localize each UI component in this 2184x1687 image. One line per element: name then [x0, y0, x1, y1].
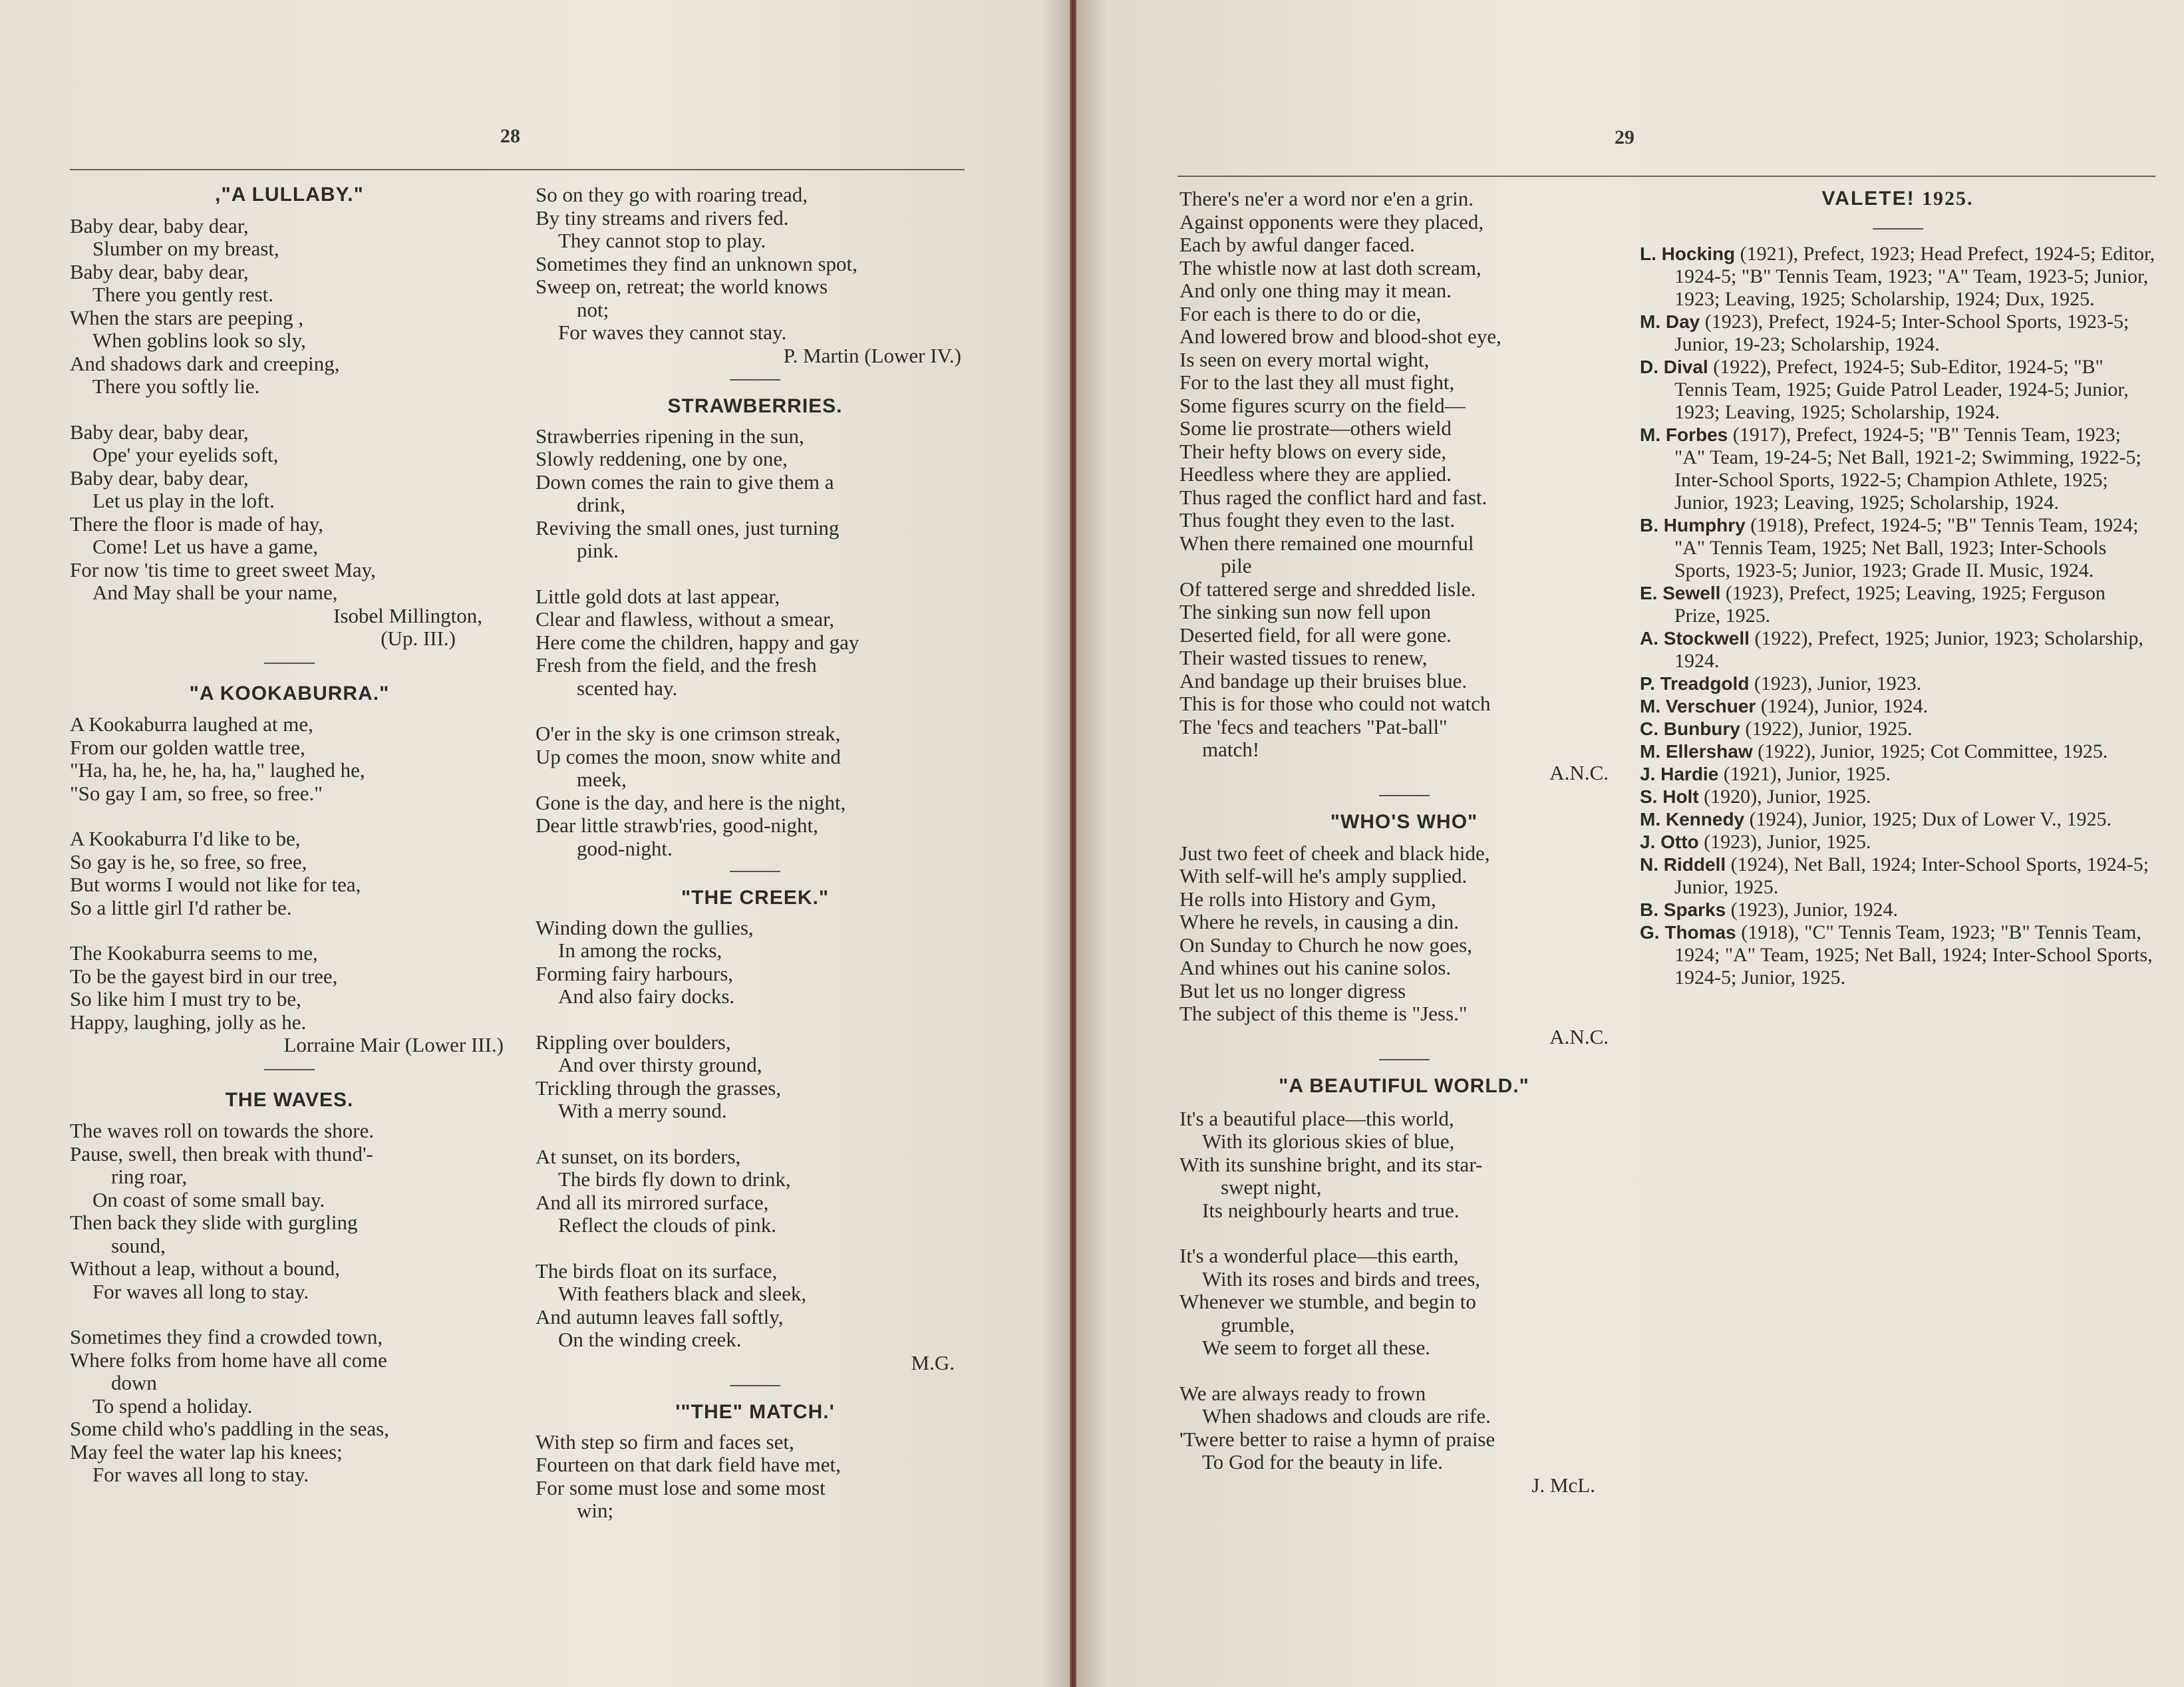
- verse-line: On coast of some small bay.: [92, 1187, 325, 1211]
- poem-author-form: (Up. III.): [381, 627, 456, 650]
- verse-line: With a merry sound.: [558, 1099, 727, 1122]
- student-name: M. Day: [1640, 311, 1700, 332]
- valete-entry: [1640, 899, 2155, 921]
- valete-entry: [1640, 582, 2155, 627]
- stanza-break: [536, 563, 975, 585]
- student-record: (1924), Junior, 1924.: [1756, 694, 1929, 717]
- verse-line: The subject of this theme is "Jess.": [1179, 1002, 1468, 1025]
- verse-line: For waves they cannot stay.: [558, 321, 787, 344]
- student-name: M. Verschuer: [1640, 695, 1756, 716]
- verse-line: There you gently rest.: [92, 283, 274, 306]
- verse-line: With feathers black and sleek,: [558, 1282, 807, 1305]
- verse-line: For to the last they all must fight,: [1179, 371, 1455, 394]
- left-column-1: [70, 184, 509, 1487]
- poem-body-strawberries: [536, 425, 975, 861]
- verse-line: With its glorious skies of blue,: [1202, 1130, 1455, 1153]
- verse-line: So a little girl I'd rather be.: [70, 895, 292, 919]
- student-name: L. Hocking: [1640, 243, 1736, 264]
- student-record: (1922), Junior, 1925; Cot Committee, 1925.: [1752, 740, 2108, 762]
- poem-body-waves-continued: [536, 184, 975, 345]
- verse-line: Their wasted tissues to renew,: [1179, 646, 1428, 669]
- valete-entry: [1640, 311, 2155, 356]
- poem-author: A.N.C.: [1549, 1024, 1609, 1048]
- verse-line: Some figures scurry on the field—: [1179, 393, 1466, 417]
- verse-line: When shadows and clouds are rife.: [1202, 1404, 1491, 1428]
- verse-line: Little gold dots at last appear,: [536, 584, 780, 608]
- verse-line: On the winding creek.: [558, 1328, 742, 1351]
- verse-line: pile: [1221, 554, 1252, 577]
- verse-line: Then back they slide with gurgling: [70, 1211, 358, 1234]
- poem-body-lullaby: [70, 215, 509, 605]
- verse-line: To be the gayest bird in our tree,: [70, 964, 338, 988]
- verse-line: Gone is the day, and here is the night,: [536, 790, 846, 814]
- binding-gutter: [1070, 0, 1076, 1687]
- verse-line: From our golden wattle tree,: [70, 735, 305, 759]
- valete-entry: [1640, 831, 2155, 853]
- verse-line: So on they go with roaring tread,: [536, 183, 808, 206]
- verse-line: To God for the beauty in life.: [1202, 1450, 1443, 1473]
- student-record: (1920), Junior, 1925.: [1698, 785, 1871, 808]
- verse-line: This is for those who could not watch: [1179, 692, 1491, 715]
- verse-line: It's a wonderful place—this earth,: [1179, 1244, 1459, 1267]
- verse-line: To spend a holiday.: [92, 1394, 253, 1418]
- verse-line: "So gay I am, so free, so free.": [70, 781, 323, 805]
- verse-line: Their hefty blows on every side,: [1179, 439, 1447, 463]
- verse-line: And May shall be your name,: [92, 581, 338, 604]
- student-name: C. Bunbury: [1640, 718, 1740, 739]
- verse-line: Where he revels, in causing a din.: [1179, 910, 1460, 933]
- poem-author: P. Martin (Lower IV.): [783, 343, 961, 367]
- poem-author: Lorraine Mair (Lower III.): [283, 1033, 504, 1056]
- verse-line: The sinking sun now fell upon: [1179, 600, 1431, 623]
- valete-entry: [1640, 853, 2155, 899]
- student-name: J. Hardie: [1640, 763, 1719, 784]
- stanza-break: [536, 1237, 975, 1260]
- verse-line: And all its mirrored surface,: [536, 1190, 769, 1214]
- student-name: J. Otto: [1640, 831, 1699, 852]
- verse-line: So like him I must try to be,: [70, 987, 301, 1010]
- verse-line: And bandage up their bruises blue.: [1179, 669, 1468, 692]
- verse-line: meek,: [577, 768, 627, 791]
- valete-entry: [1640, 673, 2155, 695]
- verse-line: At sunset, on its borders,: [536, 1144, 741, 1168]
- verse-line: He rolls into History and Gym,: [1179, 887, 1436, 911]
- verse-line: scented hay.: [577, 676, 678, 700]
- verse-line: And whines out his canine solos.: [1179, 956, 1452, 979]
- stanza-break: [536, 1008, 975, 1031]
- student-name: B. Sparks: [1640, 899, 1726, 920]
- verse-line: match!: [1202, 738, 1260, 761]
- verse-line: A Kookaburra laughed at me,: [70, 712, 313, 736]
- verse-line: With its roses and birds and trees,: [1202, 1267, 1481, 1291]
- verse-line: Reflect the clouds of pink.: [558, 1213, 776, 1237]
- student-record: (1918), "C" Tennis Team, 1923; "B" Tennis Team, 1924; "A" Team, 1925; Net Ball, 1924; Inter-School Sports, 1924-5; Junior, 1925.: [1674, 921, 2153, 989]
- poem-title-beautiful-world: "A BEAUTIFUL WORLD.": [1279, 1075, 1529, 1097]
- verse-line: "Ha, ha, he, he, ha, ha," laughed he,: [70, 758, 365, 782]
- verse-line: Pause, swell, then break with thund'-: [70, 1142, 373, 1165]
- verse-line: In among the rocks,: [558, 939, 722, 962]
- verse-line: Each by awful danger faced.: [1179, 233, 1415, 256]
- student-name: M. Forbes: [1640, 424, 1728, 445]
- poem-author: Isobel Millington,: [333, 603, 482, 627]
- poem-body-whos-who: [1179, 842, 1629, 1026]
- verse-line: The birds float on its surface,: [536, 1259, 778, 1283]
- verse-line: drink,: [577, 493, 626, 516]
- poem-body-kookaburra: [70, 713, 509, 1034]
- poem-body-match-continued: [1179, 188, 1629, 762]
- verse-line: Against opponents were they placed,: [1179, 210, 1484, 233]
- student-record: (1921), Prefect, 1923; Head Prefect, 1924-5; Editor, 1924-5; "B" Tennis Team, 1923; "A" Team, 1923-5; Junior, 1923; Leaving, 1925; Scholarship, 1924; Dux, 1925.: [1674, 242, 2155, 310]
- verse-line: Sweep on, retreat; the world knows: [536, 275, 828, 298]
- verse-line: Up comes the moon, snow white and: [536, 744, 841, 768]
- student-name: G. Thomas: [1640, 921, 1736, 943]
- verse-line: Fresh from the field, and the fresh: [536, 653, 817, 677]
- student-name: A. Stockwell: [1640, 627, 1750, 649]
- verse-line: Just two feet of cheek and black hide,: [1179, 841, 1490, 865]
- verse-line: On Sunday to Church he now goes,: [1179, 933, 1472, 957]
- stanza-break: [1179, 1222, 1629, 1245]
- verse-line: good-night.: [577, 836, 673, 860]
- poem-body-creek: [536, 917, 975, 1352]
- student-name: D. Dival: [1640, 356, 1708, 377]
- student-record: (1918), Prefect, 1924-5; "B" Tennis Team, 1924; "A" Tennis Team, 1925; Net Ball, 1923; Inter-Schools Sports, 1923-5; Junior, 1923; Grade II. Music, 1924.: [1674, 514, 2139, 581]
- verse-line: Thus fought they even to the last.: [1179, 508, 1456, 532]
- verse-line: Deserted field, for all were gone.: [1179, 623, 1452, 647]
- stanza-break: [70, 1303, 509, 1326]
- verse-line: And autumn leaves fall softly,: [536, 1304, 784, 1328]
- verse-line: Baby dear, baby dear,: [70, 420, 249, 444]
- verse-line: When there remained one mournful: [1179, 531, 1474, 555]
- verse-line: Some lie prostrate—others wield: [1179, 416, 1452, 440]
- verse-line: The waves roll on towards the shore.: [70, 1119, 375, 1142]
- verse-line: Forming fairy harbours,: [536, 961, 734, 985]
- verse-line: But worms I would not like for tea,: [70, 873, 361, 896]
- verse-line: Reviving the small ones, just turning: [536, 516, 840, 539]
- verse-line: The Kookaburra seems to me,: [70, 941, 318, 965]
- valete-entry: [1640, 763, 2155, 786]
- verse-line: Some child who's paddling in the seas,: [70, 1417, 390, 1440]
- verse-line: Sometimes they find a crowded town,: [70, 1325, 383, 1348]
- verse-line: We are always ready to frown: [1179, 1381, 1426, 1405]
- verse-line: There you softly lie.: [92, 375, 260, 398]
- valete-entry: [1640, 695, 2155, 718]
- valete-entry: [1640, 808, 2155, 831]
- valete-entry: [1640, 718, 2155, 740]
- student-record: (1924), Junior, 1925; Dux of Lower V., 1925.: [1744, 808, 2111, 830]
- verse-line: They cannot stop to play.: [558, 229, 766, 252]
- right-column-1: [1179, 188, 1629, 1497]
- student-record: (1923), Junior, 1924.: [1726, 898, 1898, 921]
- valete-entry: [1640, 786, 2155, 808]
- valete-entry: [1640, 921, 2155, 989]
- verse-line: We seem to forget all these.: [1202, 1336, 1430, 1359]
- verse-line: The birds fly down to drink,: [558, 1167, 791, 1191]
- verse-line: 'Twere better to raise a hymn of praise: [1179, 1427, 1495, 1451]
- page-number: 29: [1615, 126, 1635, 148]
- poem-body-waves: [70, 1120, 509, 1487]
- verse-line: And only one thing may it mean.: [1179, 279, 1452, 302]
- valete-year: 1925.: [1921, 188, 1974, 210]
- verse-line: Baby dear, baby dear,: [70, 259, 249, 283]
- verse-line: When goblins look so sly,: [92, 329, 306, 352]
- verse-line: not;: [577, 297, 609, 321]
- verse-line: A Kookaburra I'd like to be,: [70, 827, 301, 850]
- stanza-break: [70, 919, 509, 942]
- student-record: (1921), Junior, 1925.: [1718, 762, 1891, 785]
- verse-line: Of tattered serge and shredded lisle.: [1179, 577, 1476, 601]
- valete-list: [1640, 243, 2155, 989]
- verse-line: Here come the children, happy and gay: [536, 630, 859, 654]
- page-number: 28: [500, 125, 520, 147]
- student-record: (1923), Junior, 1925.: [1698, 830, 1871, 853]
- verse-line: For each is there to do or die,: [1179, 301, 1422, 325]
- verse-line: But let us no longer digress: [1179, 979, 1406, 1002]
- verse-line: Winding down the gullies,: [536, 915, 754, 939]
- verse-line: So gay is he, so free, so free,: [70, 849, 307, 873]
- student-name: P. Treadgold: [1640, 673, 1750, 694]
- valete-entry: [1640, 356, 2155, 424]
- verse-line: Let us play in the loft.: [92, 489, 275, 512]
- verse-line: Slumber on my breast,: [92, 237, 279, 260]
- student-name: M. Kennedy: [1640, 808, 1745, 830]
- stanza-break: [536, 1123, 975, 1146]
- left-page: [0, 0, 1074, 1687]
- valete-entry: [1640, 740, 2155, 763]
- student-record: (1922), Junior, 1925.: [1740, 717, 1913, 740]
- student-name: E. Sewell: [1640, 582, 1721, 603]
- poem-author: M.G.: [911, 1350, 955, 1374]
- student-name: B. Humphry: [1640, 514, 1746, 536]
- verse-line: Slowly reddening, one by one,: [536, 447, 788, 470]
- verse-line: When the stars are peeping ,: [70, 305, 304, 329]
- poem-title-whos-who: "WHO'S WHO": [1330, 811, 1478, 833]
- verse-line: grumble,: [1221, 1312, 1295, 1336]
- verse-line: With self-will he's amply supplied.: [1179, 864, 1468, 887]
- verse-line: And lowered brow and blood-shot eye,: [1179, 325, 1501, 348]
- verse-line: Happy, laughing, jolly as he.: [70, 1010, 307, 1034]
- right-column-2: [1640, 188, 2155, 989]
- valete-entry: [1640, 514, 2155, 582]
- verse-line: sound,: [111, 1233, 166, 1257]
- valete-title: VALETE!: [1821, 188, 1915, 210]
- verse-line: By tiny streams and rivers fed.: [536, 206, 789, 230]
- verse-line: Where folks from home have all come: [70, 1348, 387, 1372]
- verse-line: Is seen on every mortal wight,: [1179, 347, 1430, 371]
- verse-line: Clear and flawless, without a smear,: [536, 607, 834, 631]
- verse-line: For now 'tis time to greet sweet May,: [70, 557, 376, 581]
- stanza-break: [536, 700, 975, 722]
- valete-entry: [1640, 627, 2155, 673]
- poem-title-lullaby: ,"A LULLABY.": [215, 184, 364, 206]
- student-record: (1922), Prefect, 1925; Junior, 1923; Scholarship, 1924.: [1674, 627, 2143, 672]
- verse-line: And shadows dark and creeping,: [70, 351, 340, 375]
- poem-body-beautiful-world: [1179, 1108, 1629, 1474]
- verse-line: down: [111, 1371, 157, 1394]
- poem-title-creek: "THE CREEK.": [681, 887, 830, 909]
- verse-line: And also fairy docks.: [558, 985, 735, 1008]
- verse-line: For waves all long to stay.: [92, 1463, 309, 1486]
- header-rule: [70, 169, 965, 170]
- student-record: (1924), Net Ball, 1924; Inter-School Sports, 1924-5; Junior, 1925.: [1674, 853, 2149, 898]
- student-name: N. Riddell: [1640, 853, 1726, 875]
- stanza-break: [70, 398, 509, 421]
- poem-author: A.N.C.: [1549, 760, 1609, 784]
- poem-title-waves: THE WAVES.: [225, 1088, 354, 1111]
- verse-line: Fourteen on that dark field have met,: [536, 1453, 841, 1476]
- header-rule: [1177, 176, 2155, 177]
- student-record: (1923), Junior, 1923.: [1749, 672, 1922, 694]
- verse-line: O'er in the sky is one crimson streak,: [536, 722, 841, 745]
- verse-line: And over thirsty ground,: [558, 1053, 762, 1076]
- verse-line: Baby dear, baby dear,: [70, 466, 249, 490]
- verse-line: Strawberries ripening in the sun,: [536, 424, 804, 448]
- verse-line: Its neighbourly hearts and true.: [1202, 1198, 1460, 1222]
- verse-line: The 'fecs and teachers "Pat-ball": [1179, 714, 1448, 738]
- verse-line: The whistle now at last doth scream,: [1179, 255, 1482, 279]
- verse-line: ring roar,: [111, 1165, 188, 1188]
- left-column-2: [536, 184, 975, 1523]
- verse-line: Down comes the rain to give them a: [536, 470, 834, 494]
- verse-line: Ope' your eyelids soft,: [92, 443, 279, 466]
- poem-title-kookaburra: "A KOOKABURRA.": [189, 682, 390, 704]
- verse-line: Come! Let us have a game,: [92, 535, 319, 558]
- verse-line: win;: [577, 1499, 614, 1522]
- verse-line: There the floor is made of hay,: [70, 512, 324, 536]
- verse-line: pink.: [577, 539, 619, 562]
- verse-line: It's a beautiful place—this world,: [1179, 1106, 1454, 1130]
- student-name: S. Holt: [1640, 786, 1699, 807]
- right-page: [1074, 0, 2184, 1687]
- verse-line: For waves all long to stay.: [92, 1279, 309, 1303]
- verse-line: Sometimes they find an unknown spot,: [536, 251, 858, 275]
- valete-entry: [1640, 424, 2155, 514]
- verse-line: Baby dear, baby dear,: [70, 214, 249, 237]
- verse-line: With its sunshine bright, and its star-: [1179, 1152, 1483, 1176]
- verse-line: There's ne'er a word nor e'en a grin.: [1179, 187, 1474, 210]
- student-record: (1922), Prefect, 1924-5; Sub-Editor, 1924-5; "B" Tennis Team, 1925; Guide Patrol Leader, 1924-5; Junior, 1923; Leaving, 1925; Scholarship, 1924.: [1674, 355, 2129, 423]
- verse-line: Thus raged the conflict hard and fast.: [1179, 485, 1487, 509]
- verse-line: Dear little strawb'ries, good-night,: [536, 814, 818, 837]
- student-name: M. Ellershaw: [1640, 740, 1753, 762]
- stanza-break: [70, 805, 509, 828]
- verse-line: Rippling over boulders,: [536, 1030, 731, 1054]
- poem-author: J. McL.: [1531, 1473, 1595, 1497]
- verse-line: Without a leap, without a bound,: [70, 1257, 340, 1280]
- verse-line: With step so firm and faces set,: [536, 1430, 794, 1454]
- student-record: (1917), Prefect, 1924-5; "B" Tennis Team, 1923; "A" Team, 19-24-5; Net Ball, 1921-2; Swimming, 1922-5; Inter-School Sports, 1922-5; Champion Athlete, 1925; Junior, 1923; Leaving, 1925; Scholarship, 1924.: [1674, 423, 2141, 514]
- verse-line: Heedless where they are applied.: [1179, 462, 1452, 486]
- stanza-break: [1179, 1360, 1629, 1382]
- student-record: (1923), Prefect, 1924-5; Inter-School Sports, 1923-5; Junior, 19-23; Scholarship, 1924.: [1674, 310, 2129, 355]
- verse-line: Trickling through the grasses,: [536, 1076, 782, 1100]
- valete-entry: [1640, 243, 2155, 311]
- verse-line: swept night,: [1221, 1175, 1322, 1199]
- poem-body-match: [536, 1431, 975, 1523]
- verse-line: For some must lose and some most: [536, 1475, 826, 1499]
- valete-heading: [1640, 188, 2155, 211]
- student-record: (1923), Prefect, 1925; Leaving, 1925; Ferguson Prize, 1925.: [1674, 581, 2106, 627]
- poem-title-match: '"THE" MATCH.': [675, 1401, 835, 1423]
- verse-line: May feel the water lap his knees;: [70, 1440, 343, 1463]
- verse-line: Whenever we stumble, and begin to: [1179, 1290, 1476, 1313]
- poem-title-strawberries: STRAWBERRIES.: [667, 395, 843, 417]
